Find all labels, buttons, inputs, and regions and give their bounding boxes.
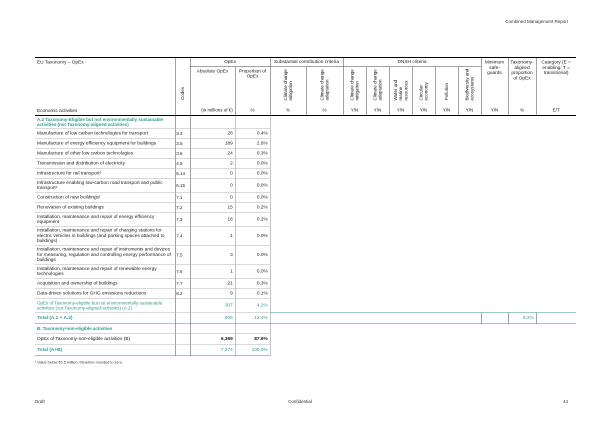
- col-header-dnsh-water-marine: Water and marine resources: [389, 67, 412, 105]
- unit-scc-2: %: [306, 105, 343, 116]
- activity-label: Transmission and distribution of electricity: [35, 159, 175, 169]
- unit-proportion: %: [235, 105, 270, 116]
- table-row: [35, 193, 576, 203]
- table-row: [35, 279, 576, 289]
- total-ab-row: [35, 345, 576, 356]
- absolute-opex-value: 9: [190, 289, 235, 299]
- eu-taxonomy-opex-table: [35, 57, 576, 356]
- total-a-label: Total (A.1 + A.2): [35, 313, 175, 324]
- proportion-opex-value: 0.0%: [235, 159, 270, 169]
- proportion-opex-value: 0.0%: [235, 193, 270, 203]
- activity-code: 3.6: [175, 149, 190, 159]
- row-b-absolute: 6,369: [190, 334, 235, 345]
- col-header-minimum-safeguards: Minimum safe-guards: [481, 58, 508, 105]
- table-region: [35, 57, 576, 364]
- table-title-cell: [35, 58, 175, 116]
- section-header-b: B. Taxonomy-non-eligible activities: [35, 324, 576, 334]
- absolute-opex-value: 2: [190, 159, 235, 169]
- col-group-substantial-contribution: Substantial contribution criteria: [270, 58, 343, 67]
- footer-confidential: Confidential: [288, 399, 312, 404]
- activity-label: Installation, maintenance and repair of energy efficiency equipment: [35, 213, 175, 227]
- absolute-opex-value: 3: [190, 246, 235, 265]
- col-header-dnsh-pollution: Pollution: [435, 67, 458, 105]
- unit-absolute: (in millions of €): [190, 105, 235, 116]
- col-group-opex: OpEx: [190, 58, 270, 67]
- total-a-absolute: 905: [190, 313, 235, 324]
- col-header-scc-climate-mitigation: Climate change mitigation: [270, 67, 306, 105]
- activity-code: 7.1: [175, 193, 190, 203]
- activity-label: Acquisition and ownership of buildings: [35, 279, 175, 289]
- activity-label: Manufacture of energy efficiency equipment for buildings: [35, 139, 175, 149]
- col-group-dnsh: DNSH criteria: [343, 58, 481, 67]
- unit-scc-1: %: [270, 105, 306, 116]
- absolute-opex-value: 15: [190, 203, 235, 213]
- col-header-proportion-opex: Proportion of OpEx: [235, 67, 270, 105]
- activity-label: Manufacture of other low carbon technologies: [35, 149, 175, 159]
- running-header: Combined Management Report: [505, 19, 568, 24]
- activity-code: 4.9: [175, 159, 190, 169]
- table-row: [35, 203, 576, 213]
- activity-code: 7.2: [175, 203, 190, 213]
- absolute-opex-value: 26: [190, 129, 235, 139]
- activity-label: Installation, maintenance and repair of charging stations for electric vehicles in buildings (and parking spaces attached to buildings): [35, 227, 175, 246]
- table-title: EU Taxonomy – OpEx: [37, 59, 84, 65]
- activity-code: 6.15: [175, 179, 190, 193]
- summary-a2-label: OpEx of Taxonomy-eligible but not environmentally sustainable activities (not Taxonomy-aligned activities) (A.2): [35, 299, 175, 313]
- unit-dnsh-1: Y/N: [343, 105, 366, 116]
- activity-code: 3.5: [175, 139, 190, 149]
- table-row: [35, 129, 576, 139]
- activity-label: Installation, maintenance and repair of instruments and devices for measuring, regulation and controlling energy performance of buildings: [35, 246, 175, 265]
- unit-dnsh-2: Y/N: [366, 105, 389, 116]
- activity-label: Renovation of existing buildings: [35, 203, 175, 213]
- total-a-proportion: 12.4%: [235, 313, 270, 324]
- total-a-row: [35, 313, 576, 324]
- unit-dnsh-3: Y/N: [389, 105, 412, 116]
- absolute-opex-value: 0: [190, 169, 235, 179]
- absolute-opex-value: 0: [190, 193, 235, 203]
- proportion-opex-value: 0.1%: [235, 289, 270, 299]
- unit-dnsh-4: Y/N: [412, 105, 435, 116]
- row-b-proportion: 87.6%: [235, 334, 270, 345]
- activity-code: 7.3: [175, 213, 190, 227]
- unit-minimum-safeguards: Y/N: [481, 105, 508, 116]
- activity-label: Infrastructure for rail transport¹: [35, 169, 175, 179]
- proportion-opex-value: 0.2%: [235, 213, 270, 227]
- activity-code: 7.6: [175, 265, 190, 279]
- total-ab-label: Total (A+B): [35, 345, 175, 356]
- table-row: [35, 227, 576, 246]
- proportion-opex-value: 0.0%: [235, 179, 270, 193]
- proportion-opex-value: 0.0%: [235, 169, 270, 179]
- row-b-non-eligible: [35, 334, 576, 345]
- unit-dnsh-6: Y/N: [458, 105, 481, 116]
- absolute-opex-value: 21: [190, 279, 235, 289]
- proportion-opex-value: 0.0%: [235, 246, 270, 265]
- activity-code: 3.3: [175, 129, 190, 139]
- table-row: [35, 179, 576, 193]
- col-header-dnsh-climate-adaptation: Climate change adaptation: [366, 67, 389, 105]
- table-row: [35, 289, 576, 299]
- footnote: ¹ Value below €0.5 million; therefore rounded to zero.: [35, 359, 123, 365]
- absolute-opex-value: 189: [190, 139, 235, 149]
- summary-a2-proportion: 4.2%: [235, 299, 270, 313]
- absolute-opex-value: 1: [190, 265, 235, 279]
- proportion-opex-value: 2.6%: [235, 139, 270, 149]
- footer-draft: Draft: [35, 399, 45, 404]
- activity-label: Installation, maintenance and repair of renewable energy technologies: [35, 265, 175, 279]
- economic-activities-label: Economic activities: [37, 108, 78, 114]
- proportion-opex-value: 0.0%: [235, 227, 270, 246]
- absolute-opex-value: 16: [190, 213, 235, 227]
- activity-label: Data-driven solutions for GHG emissions reductions: [35, 289, 175, 299]
- row-b-label: OpEx of Taxonomy-non-eligible activities (B): [35, 334, 175, 345]
- absolute-opex-value: 24: [190, 149, 235, 159]
- unit-aligned-proportion: %: [508, 105, 536, 116]
- activity-label: Infrastructure enabling low-carbon road transport and public transport¹: [35, 179, 175, 193]
- col-header-category: Category (E = enabling; T = transitional): [536, 58, 576, 105]
- col-header-scc-climate-adaptation: Climate change adaptation: [306, 67, 343, 105]
- activity-code: 6.14: [175, 169, 190, 179]
- unit-dnsh-5: Y/N: [435, 105, 458, 116]
- unit-category: E/T: [536, 105, 576, 116]
- activity-code: 7.5: [175, 246, 190, 265]
- section-header-a2: A.2 Taxonomy-Eligible but not environmentally sustainable activities (not Taxonomy-aligned activities): [35, 116, 576, 129]
- total-ab-proportion: 100.0%: [235, 345, 270, 356]
- col-header-dnsh-circular-economy: Circular economy: [412, 67, 435, 105]
- col-header-dnsh-biodiversity: Biodiversity and ecosystems: [458, 67, 481, 105]
- activity-code: 8.2: [175, 289, 190, 299]
- table-row: [35, 213, 576, 227]
- activity-label: Manufacture of low carbon technologies for transport: [35, 129, 175, 139]
- table-row: [35, 265, 576, 279]
- col-header-aligned-proportion: Taxonomy-aligned proportion of OpEx: [508, 58, 536, 105]
- table-row: [35, 159, 576, 169]
- absolute-opex-value: 0: [190, 179, 235, 193]
- proportion-opex-value: 0.3%: [235, 149, 270, 159]
- proportion-opex-value: 0.0%: [235, 265, 270, 279]
- page-number: 44: [562, 399, 568, 404]
- col-header-absolute-opex: Absolute OpEx: [190, 67, 235, 105]
- summary-row-a2: [35, 299, 576, 313]
- table-row: [35, 246, 576, 265]
- total-a-aligned-proportion: 8.2%: [508, 313, 536, 324]
- activity-label: Construction of new buildings¹: [35, 193, 175, 203]
- table-row: [35, 169, 576, 179]
- proportion-opex-value: 0.4%: [235, 129, 270, 139]
- activity-code: 7.4: [175, 227, 190, 246]
- table-row: [35, 149, 576, 159]
- activity-code: 7.7: [175, 279, 190, 289]
- col-header-codes: Codes: [175, 58, 190, 105]
- summary-a2-absolute: 307: [190, 299, 235, 313]
- table-row: [35, 139, 576, 149]
- col-header-dnsh-climate-mitigation: Climate change mitigation: [343, 67, 366, 105]
- absolute-opex-value: 1: [190, 227, 235, 246]
- proportion-opex-value: 0.3%: [235, 279, 270, 289]
- proportion-opex-value: 0.2%: [235, 203, 270, 213]
- total-ab-absolute: 7,274: [190, 345, 235, 356]
